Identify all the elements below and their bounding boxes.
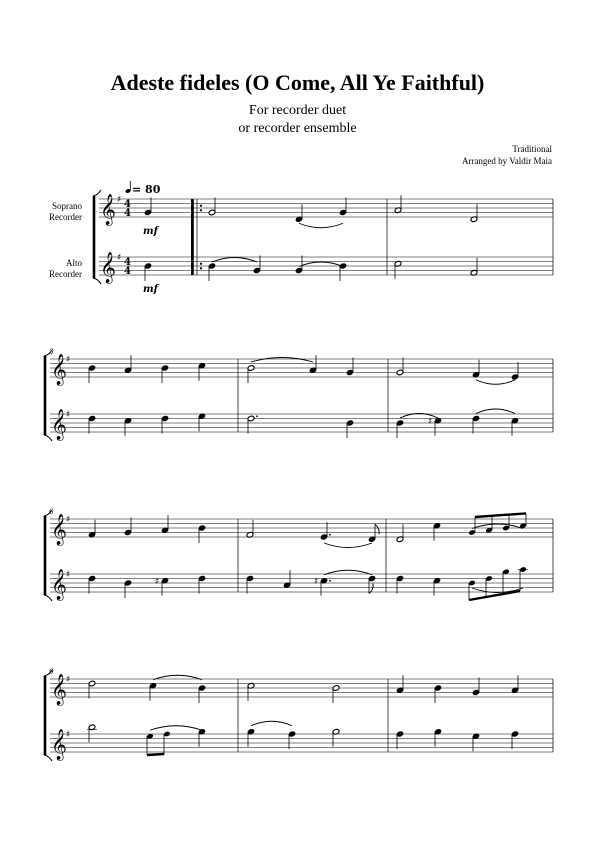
- key-signature-sharp: ♯: [117, 253, 122, 263]
- time-signature-bottom: 4: [124, 266, 131, 277]
- dynamic-marking-soprano: mf: [143, 226, 158, 237]
- repeat-thick-bar: [191, 199, 194, 275]
- note-dot: [329, 580, 331, 582]
- score-systems: [44, 181, 553, 761]
- key-signature-sharp: ♯: [66, 730, 71, 740]
- treble-clef: 𝄞: [100, 252, 116, 283]
- note-beam: [147, 754, 164, 755]
- key-signature-sharp: ♯: [66, 355, 71, 365]
- arranger-credit: Arranged by Valdir Maia: [461, 156, 552, 166]
- repeat-dot: [200, 205, 202, 207]
- treble-clef: 𝄞: [100, 194, 116, 225]
- slur: [251, 358, 313, 363]
- repeat-dot: [200, 263, 202, 265]
- key-signature-sharp: ♯: [117, 195, 122, 205]
- time-signature-bottom: 4: [124, 208, 131, 219]
- piece-title: Adeste fideles (O Come, All Ye Faithful): [110, 70, 485, 95]
- repeat-dot: [200, 267, 202, 269]
- repeat-dot: [200, 209, 202, 211]
- time-signature-top: 4: [124, 257, 131, 268]
- slur: [324, 543, 372, 548]
- soprano-label-line2: Recorder: [49, 212, 82, 222]
- slur: [476, 409, 515, 414]
- key-signature-sharp: ♯: [66, 515, 71, 525]
- dynamic-marking-alto: mf: [143, 284, 158, 295]
- key-signature-sharp: ♯: [66, 675, 71, 685]
- slur: [251, 721, 292, 726]
- subtitle-line-1: For recorder duet: [248, 103, 347, 118]
- slur: [150, 726, 202, 731]
- tempo-marking: = 80: [132, 183, 161, 196]
- measure-number: 6: [49, 508, 54, 516]
- slur: [476, 380, 515, 385]
- alto-label-line2: Recorder: [49, 269, 82, 279]
- note-beam: [475, 513, 526, 517]
- treble-clef: 𝄞: [51, 354, 67, 385]
- key-signature-sharp: ♯: [66, 410, 71, 420]
- treble-clef: 𝄞: [51, 514, 67, 545]
- treble-clef: 𝄞: [51, 409, 67, 440]
- note-dot: [256, 415, 258, 417]
- measure-number: 3: [49, 348, 54, 356]
- measure-number: 9: [49, 668, 54, 676]
- time-signature-top: 4: [124, 199, 131, 210]
- subtitle-line-2: or recorder ensemble: [238, 121, 357, 136]
- composer-credit: Traditional: [512, 144, 552, 154]
- treble-clef: 𝄞: [51, 674, 67, 705]
- soprano-label-line1: Soprano: [52, 201, 82, 211]
- note-dot: [329, 534, 331, 536]
- treble-clef: 𝄞: [51, 569, 67, 600]
- sharp-accidental: ♯: [314, 576, 319, 587]
- treble-clef: 𝄞: [51, 729, 67, 760]
- sharp-accidental: ♯: [155, 576, 160, 587]
- slur: [299, 223, 343, 228]
- alto-label-line1: Alto: [65, 258, 82, 268]
- sharp-accidental: ♯: [428, 416, 433, 427]
- key-signature-sharp: ♯: [66, 570, 71, 580]
